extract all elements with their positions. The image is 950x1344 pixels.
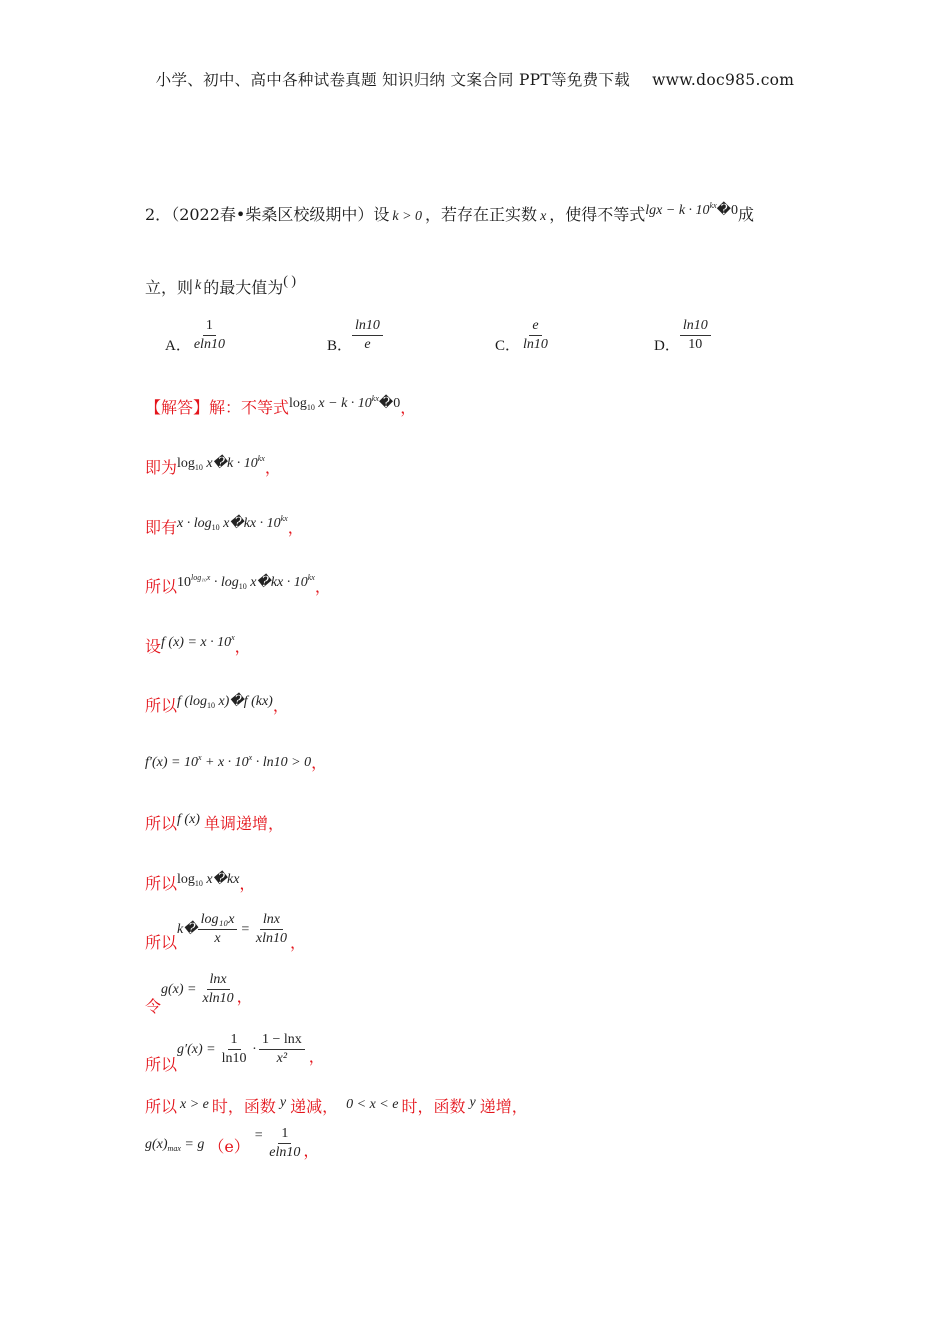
step-math — [161, 635, 235, 650]
math-part: 10 — [177, 575, 192, 590]
option-label: A． — [165, 338, 191, 354]
math-part: k� — [177, 922, 198, 937]
step-text: 所以 — [145, 933, 178, 952]
math-fraction — [266, 1126, 303, 1161]
math-exponent: x — [248, 753, 253, 762]
question-line-2 — [145, 275, 296, 298]
math-part: �0 — [378, 396, 401, 411]
math-part: = — [253, 1127, 264, 1143]
fraction-denominator: x² — [276, 1051, 288, 1066]
math-exponent: kx — [371, 394, 379, 403]
step-text: 设 — [145, 637, 162, 656]
fraction-denominator: xln10 — [202, 991, 234, 1006]
math-part: + x · 10 — [201, 755, 249, 770]
step-math — [145, 755, 311, 770]
step-text: ， — [311, 753, 328, 772]
math-exponent: x — [197, 753, 202, 762]
math-part: x�kx · 10 — [219, 516, 281, 531]
math-part: x�kx · 10 — [246, 575, 308, 590]
question-text: 成 — [738, 205, 755, 224]
math-fraction — [200, 972, 237, 1007]
math-subscript: 10 — [194, 463, 203, 472]
header-text: 小学、初中、高中各种试卷真题 知识归纳 文案合同 PPT等免费下载 — [155, 71, 631, 89]
fraction-denominator: 10 — [688, 337, 703, 352]
math-exponent: log₁₀x — [191, 573, 211, 582]
step-text: ， — [308, 1047, 325, 1066]
option-d[interactable] — [654, 318, 711, 353]
math-subscript: 10 — [306, 403, 315, 412]
step-text: ， — [400, 398, 417, 417]
step-text: 令 — [145, 997, 162, 1016]
step-text: 所以 — [145, 874, 178, 893]
step-text: 时，函数 — [211, 1097, 276, 1116]
step-text: ， — [239, 874, 256, 893]
question-text: 的最大值为 — [203, 278, 284, 297]
step-math — [177, 456, 265, 471]
step-math — [177, 1032, 305, 1067]
solution-step-3 — [145, 515, 304, 538]
fraction-numerator: 1 — [278, 1126, 291, 1144]
answer-blank: ( ) — [283, 274, 297, 289]
option-label: D． — [654, 338, 680, 354]
step-text: 递增， — [479, 1097, 528, 1116]
fraction-denominator: xln10 — [255, 931, 287, 946]
math-subscript: 10 — [211, 523, 220, 532]
fraction-numerator: e — [529, 318, 541, 336]
step-text: 所以 — [145, 577, 178, 596]
fraction-denominator: eln10 — [193, 337, 225, 352]
option-b[interactable] — [327, 318, 383, 353]
step-text: 所以 — [145, 696, 178, 715]
step-math — [177, 872, 239, 887]
math-part: f (x) = x · 10 — [161, 635, 232, 650]
step-math — [254, 1126, 304, 1161]
step-math — [177, 575, 315, 590]
inequality-tail: �0 — [716, 203, 739, 218]
option-fraction — [680, 318, 711, 353]
step-text: 时，函数 — [401, 1097, 466, 1116]
fraction-numerator: lnx — [260, 912, 283, 930]
math-part: x�k · 10 — [202, 456, 258, 471]
inequality-base: lgx − k · 10 — [645, 203, 710, 218]
step-text: ， — [303, 1141, 320, 1160]
solution-step-2 — [145, 455, 281, 478]
math-part: = — [240, 921, 250, 937]
question-number: 2． — [145, 205, 172, 224]
step-text: 即有 — [145, 518, 178, 537]
fraction-numerator: 1 — [228, 1032, 241, 1050]
solution-step-6 — [145, 693, 289, 716]
solution-step-4 — [145, 574, 331, 597]
step-math — [177, 912, 290, 947]
step-math: y — [279, 1095, 287, 1110]
math-part: x − k · 10 — [314, 396, 372, 411]
step-math — [177, 694, 273, 709]
math-exponent: kx — [280, 514, 288, 523]
fraction-denominator: eln10 — [269, 1145, 301, 1160]
header-site: www.doc985.com — [652, 71, 795, 89]
math-part: log — [289, 396, 307, 411]
fraction-numerator: 1 − lnx — [259, 1032, 305, 1050]
step-math — [289, 396, 400, 411]
step-math: 0 < x < e — [346, 1097, 399, 1112]
step-text: （e） — [208, 1137, 250, 1156]
step-text: ， — [234, 637, 251, 656]
option-label: B． — [327, 338, 353, 354]
solution-step-5 — [145, 634, 251, 657]
math-part: x�kx — [202, 872, 240, 887]
option-c[interactable] — [495, 318, 551, 353]
step-text: 【解答】解：不等式 — [145, 398, 290, 417]
fraction-numerator: ln10 — [680, 318, 711, 336]
step-text: 即为 — [145, 458, 178, 477]
solution-step-10 — [145, 912, 306, 955]
option-a[interactable] — [165, 318, 228, 353]
math-part: = g — [180, 1137, 205, 1152]
step-math: f (x) — [177, 812, 200, 827]
math-part: g′(x) = — [177, 1041, 216, 1057]
step-math: x > e — [180, 1097, 209, 1112]
inequality-exponent: kx — [709, 201, 717, 210]
solution-step-1 — [145, 395, 416, 418]
solution-step-14 — [145, 1126, 319, 1165]
step-math — [145, 1137, 204, 1165]
option-fraction — [191, 318, 228, 353]
math-part: x · log — [177, 516, 212, 531]
math-part: log — [177, 872, 195, 887]
math-exponent: x — [231, 633, 235, 642]
math-subscript: 10 — [194, 879, 203, 888]
math-subscript: 10 — [238, 582, 247, 591]
variable-x: x — [540, 209, 547, 224]
math-exponent: kx — [257, 454, 265, 463]
math-fraction — [253, 912, 290, 947]
math-part: g(x) = — [161, 981, 197, 997]
fraction-numerator: log₁₀x — [198, 912, 238, 930]
fraction-numerator: lnx — [207, 972, 230, 990]
math-part: · log — [210, 575, 239, 590]
question-line-1 — [145, 202, 754, 225]
fraction-numerator: 1 — [203, 318, 216, 336]
math-part: log — [177, 456, 195, 471]
solution-step-9 — [145, 871, 255, 894]
step-math: y — [469, 1095, 476, 1110]
math-part: g(x) — [145, 1137, 168, 1152]
step-text: 递减， — [290, 1097, 339, 1116]
solution-step-8 — [145, 811, 284, 834]
question-text: ，使得不等式 — [549, 205, 646, 224]
solution-step-13 — [145, 1094, 528, 1117]
step-text: 所以 — [145, 1097, 178, 1116]
solution-step-12 — [145, 1032, 325, 1075]
fraction-denominator: x — [214, 931, 221, 946]
math-subscript: max — [167, 1144, 181, 1153]
condition-math: k > 0 — [392, 209, 423, 224]
math-part: · — [252, 1041, 256, 1057]
math-part: f′(x) = 10 — [145, 755, 198, 770]
math-subscript: 10 — [206, 701, 215, 710]
math-part: · ln10 > 0 — [252, 755, 312, 770]
variable-k: k — [195, 278, 202, 293]
solution-step-7 — [145, 750, 327, 773]
math-fraction — [219, 1032, 250, 1067]
question-text: 立，则 — [145, 278, 194, 297]
step-text: ， — [236, 987, 253, 1006]
step-math — [161, 972, 237, 1007]
question-text: ，若存在正实数 — [425, 205, 538, 224]
option-fraction — [352, 318, 383, 353]
solution-step-11 — [145, 972, 253, 1017]
fraction-denominator: e — [364, 337, 371, 352]
option-label: C． — [495, 338, 521, 354]
option-fraction — [520, 318, 551, 353]
step-text: ， — [314, 577, 331, 596]
question-text: 设 — [373, 205, 390, 224]
fraction-denominator: ln10 — [221, 1051, 247, 1066]
step-text: 所以 — [145, 814, 178, 833]
math-fraction — [198, 912, 238, 947]
step-text: ， — [290, 933, 307, 952]
fraction-numerator: ln10 — [352, 318, 383, 336]
math-part: f (log — [177, 694, 207, 709]
page-header — [0, 68, 950, 90]
step-text: ， — [272, 696, 289, 715]
math-fraction — [259, 1032, 305, 1067]
step-math — [177, 516, 288, 531]
math-exponent: kx — [307, 573, 315, 582]
step-text: 单调递增， — [203, 814, 284, 833]
fraction-denominator: ln10 — [523, 337, 548, 352]
step-text: ， — [264, 458, 281, 477]
question-source: （2022春•柴桑区校级期中） — [171, 205, 374, 224]
step-text: ， — [287, 518, 304, 537]
math-part: x)�f (kx) — [214, 694, 273, 709]
step-text: 所以 — [145, 1055, 178, 1074]
inequality-math — [645, 203, 738, 218]
